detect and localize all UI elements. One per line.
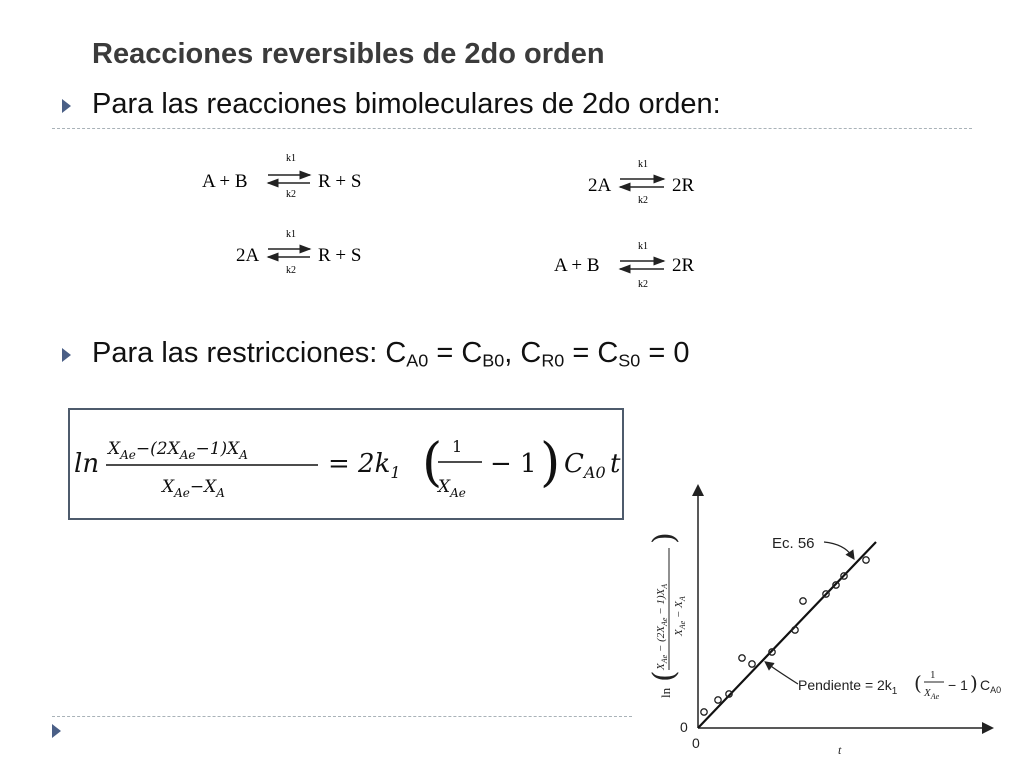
pendiente-label: Pendiente = $2k_1$ [798, 677, 898, 697]
pendiente-ca0: $C_{A0}$ [980, 677, 1002, 695]
data-point [701, 709, 707, 715]
pendiente-xae: $X_{Ae}$ [924, 687, 940, 701]
ec-56-label: Ec. 56 [772, 535, 815, 552]
data-point [863, 557, 869, 563]
reaction-3 [236, 229, 361, 276]
reaction-4-k1: k1 [638, 241, 648, 252]
reaction-4 [554, 241, 695, 290]
reaction-1-right: R + S [318, 171, 362, 192]
bullet-bimoleculares: Para las reacciones bimoleculares de 2do orden: [92, 88, 721, 120]
data-point [800, 598, 806, 604]
y-axis-label [647, 532, 687, 698]
reaction-1-k2: k2 [286, 189, 296, 200]
reactions-panel [170, 145, 770, 305]
divider-bottom [52, 716, 632, 717]
reaction-2-left: 2A [588, 175, 612, 196]
reaction-4-left: A + B [554, 255, 600, 276]
svg-text:ln: ln [658, 687, 673, 698]
equation-numerator: $X_{Ae}-(2X_{Ae}-1)X_A$ [108, 439, 248, 462]
equation-minus-one: − 1 [490, 449, 537, 479]
origin-y-label: 0 [680, 719, 688, 735]
pendiente-paren-close: ) [970, 671, 978, 695]
equation-left-paren: ( [422, 433, 443, 493]
reaction-2-k1: k1 [638, 159, 648, 170]
bullet-arrow-icon [62, 99, 71, 113]
equation-t: t [610, 449, 621, 479]
reaction-3-left: 2A [236, 245, 260, 266]
equation-ln: ln [74, 449, 100, 479]
reaction-3-k2: k2 [286, 265, 296, 276]
fit-line [698, 542, 876, 728]
reaction-4-k2: k2 [638, 279, 648, 290]
pendiente-leader [768, 664, 798, 684]
reaction-2-right: 2R [672, 175, 695, 196]
data-point [739, 655, 745, 661]
equation-frac-den: $X_{Ae}$ [438, 477, 466, 500]
data-point [749, 661, 755, 667]
reaction-1-left: A + B [202, 171, 248, 192]
svg-text:XAe − (2XAe − 1)XA: $X_{Ae} - (2X_{Ae} - 1)X_A$ [655, 583, 669, 670]
ec-56-leader [824, 542, 852, 556]
data-point [715, 697, 721, 703]
svg-text:XAe − XA: $X_{Ae} - X_A$ [673, 596, 687, 636]
reaction-3-k1: k1 [286, 229, 296, 240]
equation-frac-one: 1 [452, 437, 463, 456]
equation-right-paren: ) [540, 433, 561, 493]
origin-x-label: 0 [692, 735, 700, 751]
rate-equation [70, 410, 622, 518]
slide-title: Reacciones reversibles de 2do orden [92, 38, 605, 70]
equation-denominator: $X_{Ae}-X_A$ [162, 477, 225, 500]
linear-plot [640, 478, 1010, 763]
reaction-3-right: R + S [318, 245, 362, 266]
reaction-4-right: 2R [672, 255, 695, 276]
reaction-2-k2: k2 [638, 195, 648, 206]
divider-top [52, 128, 972, 129]
bullet-arrow-icon [52, 724, 61, 738]
pendiente-paren-open: ( [914, 671, 922, 695]
restricciones-label: Para las restricciones: [92, 337, 386, 369]
x-axis-label: t [838, 743, 842, 757]
reaction-2 [588, 159, 695, 206]
reaction-1 [202, 153, 361, 200]
equation-ca0: $C_{A0}$ [564, 449, 606, 482]
svg-text:(: ( [647, 670, 682, 682]
bullet-arrow-icon [62, 348, 71, 362]
equation-equals: = $2k_1$ [328, 449, 401, 482]
svg-text:): ) [647, 532, 682, 544]
pendiente-one: 1 [930, 669, 936, 681]
pendiente-minus: − 1 [948, 677, 968, 693]
reaction-1-k1: k1 [286, 153, 296, 164]
bullet-restricciones [92, 337, 689, 371]
restricciones-conditions: $C_{A0} = C_{B0}$, $C_{R0} = C_{S0} = 0$ [385, 337, 690, 371]
